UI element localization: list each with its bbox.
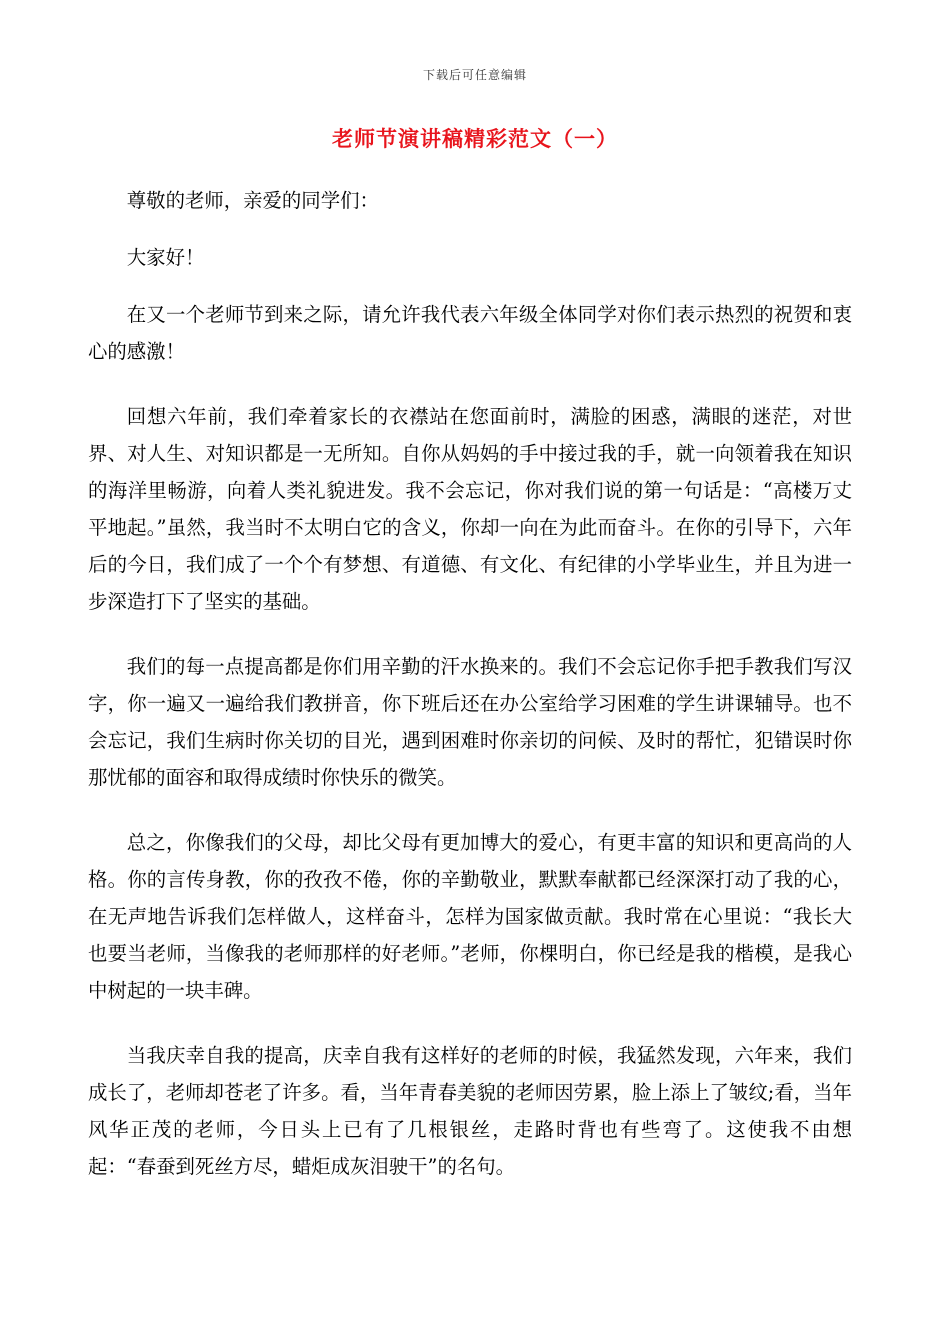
paragraph: 回想六年前，我们牵着家长的衣襟站在您面前时，满脸的困惑，满眼的迷茫，对世界、对人生、对知识都是一无所知。自你从妈妈的手中接过我的手，就一向领着我在知识的海洋里畅游，向着人类礼貌进发。我不会忘记，你对我们说的第一句话是：“高楼万丈平地起。”虽然，我当时不太明白它的含义，你却一向在为此而奋斗。在你的引导下，六年后的今日，我们成了一个个有梦想、有道德、有文化、有纪律的小学毕业生，并且为进一步深造打下了坚实的基础。 <box>88 405 852 613</box>
document-body <box>88 182 852 1213</box>
paragraph-greeting: 大家好！ <box>126 246 205 269</box>
paragraph: 在又一个老师节到来之际，请允许我代表六年级全体同学对你们表示热烈的祝贺和衷心的感激！ <box>88 303 852 363</box>
header-note: 下载后可任意编辑 <box>422 68 527 82</box>
paragraph: 总之，你像我们的父母，却比父母有更加博大的爱心，有更丰富的知识和更高尚的人格。你的言传身教，你的孜孜不倦，你的辛勤敬业，默默奉献都已经深深打动了我的心，在无声地告诉我们怎样做人，这样奋斗，怎样为国家做贡献。我时常在心里说：“我长大也要当老师，当像我的老师那样的好老师。”老师，你棵明白，你已经是我的楷模，是我心中树起的一块丰碑。 <box>88 831 852 1002</box>
paragraph: 我们的每一点提高都是你们用辛勤的汗水换来的。我们不会忘记你手把手教我们写汉字，你一遍又一遍给我们教拼音，你下班后还在办公室给学习困难的学生讲课辅导。也不会忘记，我们生病时你关切的目光，遇到困难时你亲切的问候、及时的帮忙，犯错误时你那忧郁的面容和取得成绩时你快乐的微笑。 <box>88 655 852 789</box>
paragraph-salutation: 尊敬的老师，亲爱的同学们： <box>126 189 379 212</box>
document-title: 老师节演讲稿精彩范文（一） <box>332 126 618 151</box>
paragraph: 当我庆幸自我的提高，庆幸自我有这样好的老师的时候，我猛然发现，六年来，我们成长了，老师却苍老了许多。看，当年青春美貌的老师因劳累，脸上添上了皱纹;看，当年风华正茂的老师，今日头上已有了几根银丝，走路时背也有些弯了。这使我不由想起：“春蚕到死丝方尽，蜡炬成灰泪驶干”的名句。 <box>88 1044 852 1178</box>
